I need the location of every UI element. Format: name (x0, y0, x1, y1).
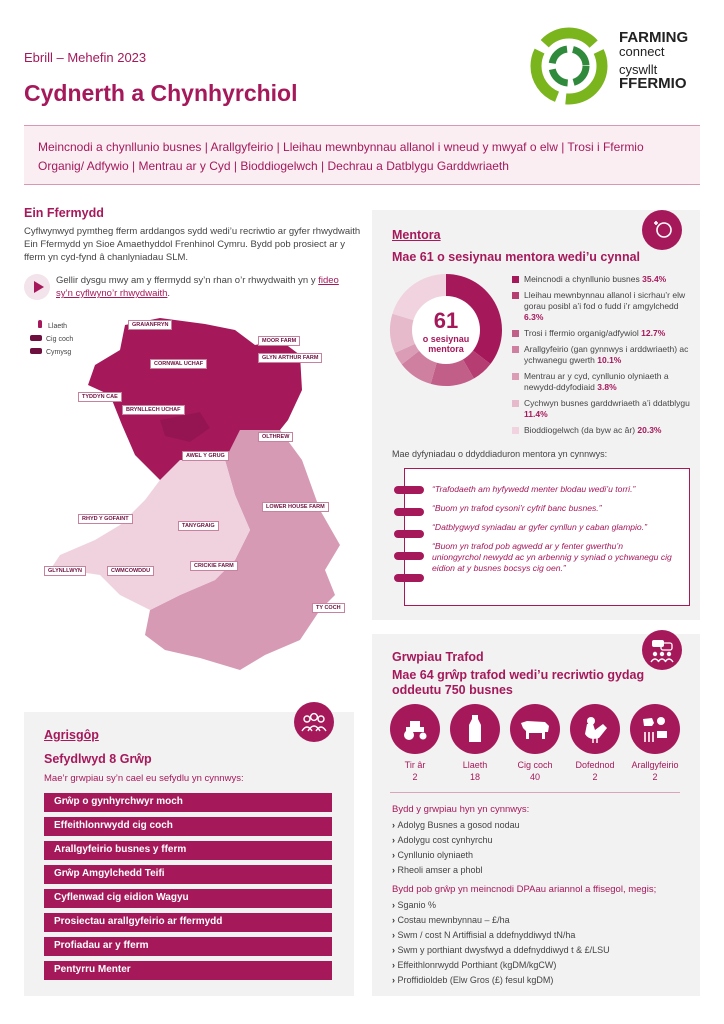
farm-label: LOWER HOUSE FARM (262, 502, 329, 512)
quote: “Datblygwyd syniadau ar gyfer cynllun y caban glampio.” (432, 522, 647, 532)
groups-heading: Grwpiau Trafod (392, 650, 484, 664)
legend-label: Bioddiogelwch (da byw ac âr) 20.3% (524, 425, 662, 435)
tractor-icon (390, 704, 440, 754)
legend-swatch (512, 400, 519, 407)
play-video-button[interactable] (24, 274, 50, 300)
legend-value: 20.3% (637, 425, 662, 435)
farm-label: RHYD Y GOFAINT (78, 514, 133, 524)
list-item: › Effeithlonrwydd Porthiant (kgDM/kgCW) (392, 958, 610, 973)
farm-label: OLTHREW (258, 432, 293, 442)
discussion-groups-panel (372, 634, 700, 996)
list-item: › Adolygu cost cynhyrchu (392, 833, 520, 848)
mentoring-icon (642, 210, 682, 250)
agrisgop-group-item: Grŵp o gynhyrchwyr moch (44, 793, 332, 812)
group-category-count: 2 (412, 772, 418, 782)
legend-label: Meincnodi a chynllunio busnes 35.4% (524, 274, 667, 284)
logo-wordmark: FARMING connect cyswllt FFERMIO (619, 29, 689, 92)
kpi-intro: Bydd pob grŵp yn meincnodi DPAau ariannol a ffisegol, megis; (392, 884, 657, 895)
includes-intro: Bydd y grwpiau hyn yn cynnwys: (392, 804, 530, 815)
group-category-label: Arallgyfeirio (631, 760, 679, 770)
legend-swatch (512, 292, 519, 299)
mentoring-legend (512, 274, 694, 441)
agrisgop-group-item: Prosiectau arallgyfeirio ar ffermydd (44, 913, 332, 932)
legend-label: Cychwyn busnes garddwriaeth a’i ddatblygu 11.4% (524, 398, 690, 419)
legend-swatch (512, 373, 519, 380)
legend-value: 12.7% (641, 328, 666, 338)
farm-label: GLYN ARTHUR FARM (258, 353, 322, 363)
agrisgop-intro: Mae’r grwpiau sy’n cael eu sefydlu yn cynnwys: (44, 773, 244, 784)
chicken-icon (570, 704, 620, 754)
quote-marker (394, 574, 424, 582)
list-item: › Rheoli amser a phobl (392, 863, 520, 878)
group-category-label: Tir âr (404, 760, 426, 770)
agrisgop-group-item: Arallgyfeirio busnes y fferm (44, 841, 332, 860)
mentoring-subheading: Mae 61 o sesiynau mentora wedi’u cynnal (392, 250, 641, 264)
legend-label: Lleihau mewnbynnau allanol i sicrhau’r elw gorau posibl a’i fod o fudd i’r amgylchedd 6.3% (524, 290, 686, 322)
mixed-farming-icon (630, 704, 680, 754)
legend-swatch (512, 346, 519, 353)
group-category-count: 18 (469, 772, 480, 782)
legend-swatch (512, 276, 519, 283)
legend-value: 11.4% (524, 409, 548, 419)
agrisgop-group-item: Profiadau ar y fferm (44, 937, 332, 956)
kpi-list (392, 898, 610, 988)
list-item: › Cynllunio olyniaeth (392, 848, 520, 863)
agrisgop-group-item: Cyflenwad cig eidion Wagyu (44, 889, 332, 908)
cow-icon (510, 704, 560, 754)
people-group-icon (294, 702, 334, 742)
quote-marker (394, 486, 424, 494)
legend-swatch (512, 427, 519, 434)
topics-banner: Meincnodi a chynllunio busnes | Arallgyfeirio | Lleihau mewnbynnau allanol i wneud y mwyaf o elw | Trosi i Ffermio Organig/ Adfywio | Mentrau ar y Cyd | Bioddiogelwch | Dechrau a Datblygu Garddwriaeth (24, 125, 700, 185)
legend-entry (512, 398, 694, 420)
agrisgop-heading: Agrisgôp (44, 728, 99, 742)
group-category-label: Cig coch (517, 760, 553, 770)
mentoring-panel (372, 210, 700, 620)
quote: “Buom yn trafod cysoni’r cyfrif banc busnes.” (432, 503, 602, 513)
play-icon (24, 274, 50, 300)
legend-value: 10.1% (597, 355, 622, 365)
list-item: › Proffidioldeb (Elw Gros (£) fesul kgDM) (392, 973, 610, 988)
donut-number: 61 (433, 308, 459, 333)
list-item: › Swm / cost N Artiffisial a ddefnyddiwyd tN/ha (392, 928, 610, 943)
group-category-label: Llaeth (462, 760, 488, 770)
agrisgop-group-item: Pentyrru Menter (44, 961, 332, 980)
divider (390, 792, 680, 793)
agrisgop-subheading: Sefydlwyd 8 Grŵp (44, 752, 152, 766)
quotes-intro: Mae dyfyniadau o ddyddiaduron mentora yn cynnwys: (392, 449, 608, 459)
mentoring-heading: Mentora (392, 228, 441, 242)
agrisgop-group-item: Grŵp Amgylchedd Teifi (44, 865, 332, 884)
dateline: Ebrill – Mehefin 2023 (24, 50, 147, 65)
quote: “Buom yn trafod pob agwedd ar y fenter gwerthu’n uniongyrchol newydd ac yn arbennig y syniad o ychwanegu cig eidion at y busnes bocsys cig oen.” (432, 541, 672, 573)
group-category-count: 2 (652, 772, 658, 782)
farm-label: GRAIANFRYN (128, 320, 172, 330)
page-title: Cydnerth a Chynhyrchiol (24, 80, 298, 106)
legend-swatch (512, 330, 519, 337)
list-item: › Costau mewnbynnau – £/ha (392, 913, 610, 928)
legend-entry (512, 274, 694, 285)
video-link[interactable]: fideo sy’n cyflwyno’r rhwydwaith (56, 275, 339, 299)
farm-label: CRICKIE FARM (190, 561, 238, 571)
farm-label: MOOR FARM (258, 336, 300, 346)
farm-label: TYDDYN CAE (78, 392, 122, 402)
quote: “Trafodaeth am hyfywedd menter blodau wedi’u torri.” (432, 484, 636, 494)
quote-marker (394, 530, 424, 538)
agrisgop-group-item: Effeithlonrwydd cig coch (44, 817, 332, 836)
group-category-count: 2 (592, 772, 598, 782)
our-farms-heading: Ein Ffermydd (24, 206, 104, 220)
donut-label: o sesiynau mentora (422, 334, 470, 354)
farm-label: CORNWAL UCHAF (150, 359, 207, 369)
farm-label: GLYNLLWYN (44, 566, 86, 576)
quote-marker (394, 552, 424, 560)
legend-value: 3.8% (597, 382, 617, 392)
list-item: › Sganio % (392, 898, 610, 913)
legend-label: Mentrau ar y cyd, cynllunio olyniaeth a newydd-ddyfodiaid 3.8% (524, 371, 669, 392)
legend-entry (512, 344, 694, 366)
video-paragraph: Gellir dysgu mwy am y ffermydd sy’n rhan o’r rhwydwaith yn y fideo sy’n cyflwyno’r rhwydwaith. (56, 275, 339, 299)
farm-label: TANYGRAIG (178, 521, 219, 531)
quote-marker (394, 508, 424, 516)
farm-label: AWEL Y GRUG (182, 451, 229, 461)
list-item: › Swm y porthiant dwysfwyd a ddefnyddiwyd t & £/LSU (392, 943, 610, 958)
group-category-count: 40 (529, 772, 540, 782)
legend-value: 35.4% (642, 274, 667, 284)
farm-label: TY COCH (312, 603, 345, 613)
our-farms-intro: Cyflwynwyd pymtheg fferm arddangos sydd wedi’u recriwtio ar gyfer rhwydwaith Ein Ffermydd yn Sioe Amaethyddol Frenhinol Cymru. Bydd pob prosiect ar y fferm yn cyd-fynd â chanlyniadau SLM. (24, 226, 361, 263)
list-item: › Adolyg Busnes a gosod nodau (392, 818, 520, 833)
legend-label: Arallgyfeirio (gan gynnwys i arddwriaeth) ac ychwanegu gwerth 10.1% (524, 344, 689, 365)
legend-entry (512, 425, 694, 436)
map-legend: Llaeth Cig coch Cymysg (26, 320, 73, 359)
legend-value: 6.3% (524, 312, 544, 322)
agrisgop-panel (24, 712, 354, 996)
legend-entry (512, 290, 694, 323)
milk-bottle-icon (450, 704, 500, 754)
includes-list (392, 818, 520, 878)
farm-label: CWMCOWDDU (107, 566, 154, 576)
legend-entry (512, 328, 694, 339)
groups-subheading: Mae 64 grŵp trafod wedi’u recriwtio gydag oddeutu 750 busnes (392, 668, 645, 697)
discussion-group-icon (642, 630, 682, 670)
group-category-label: Dofednod (575, 760, 615, 770)
legend-entry (512, 371, 694, 393)
farm-label: BRYNLLECH UCHAF (122, 405, 185, 415)
legend-label: Trosi i ffermio organig/adfywiol 12.7% (524, 328, 666, 338)
